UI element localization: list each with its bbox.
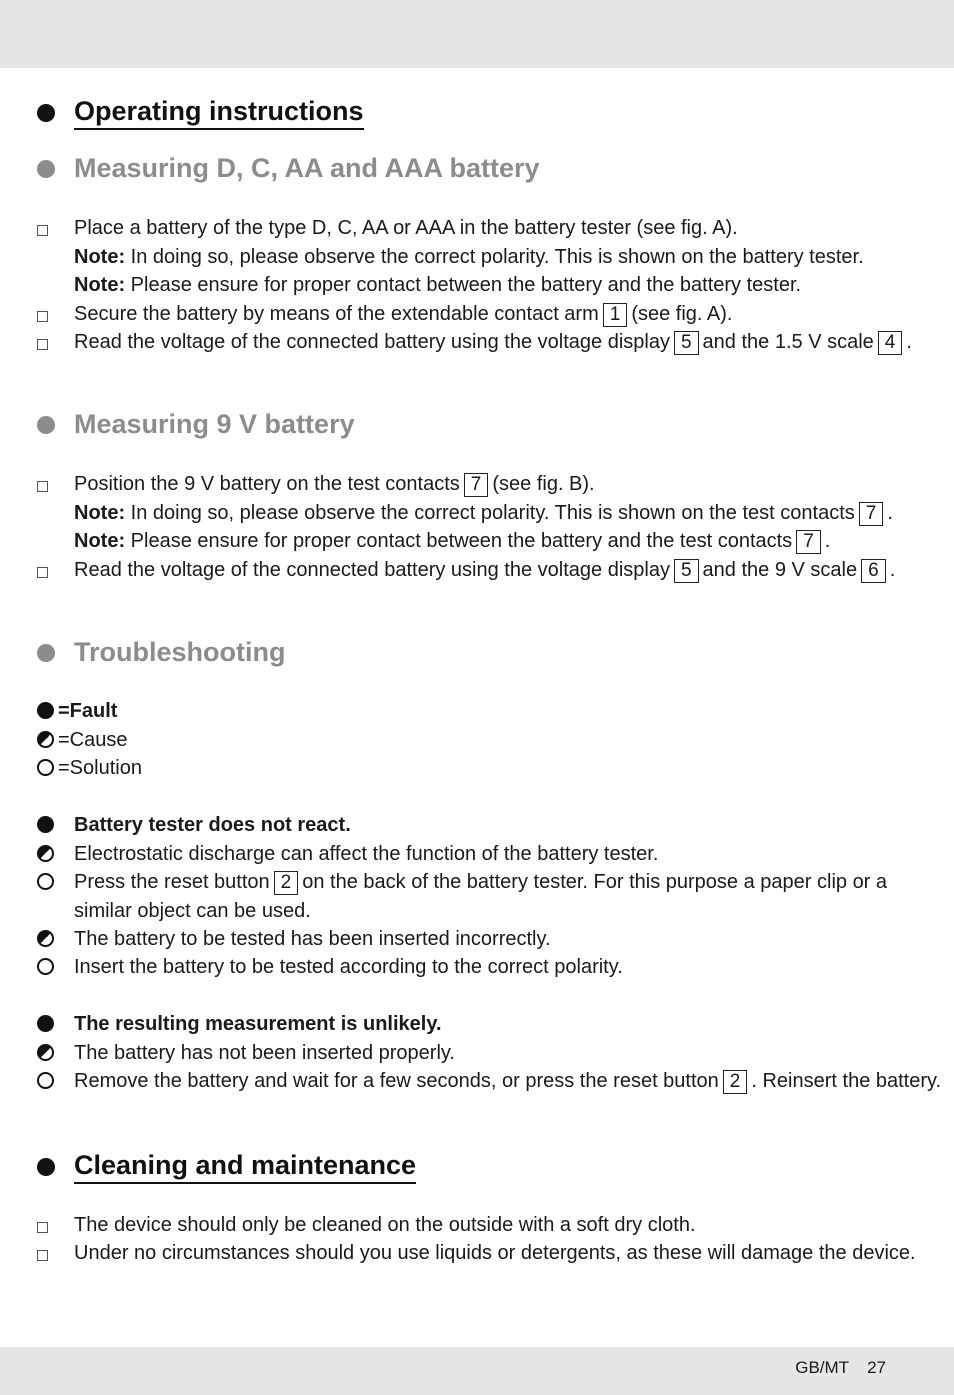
note-text: Please ensure for proper contact between the battery and the battery tester. bbox=[125, 274, 802, 296]
cause-text: The battery to be tested has been inserted incorrectly. bbox=[74, 928, 551, 950]
fault-text: Battery tester does not react. bbox=[74, 814, 351, 836]
cause-text: Electrostatic discharge can affect the function of the battery tester. bbox=[74, 843, 659, 865]
checkbox-bullet-icon bbox=[37, 311, 48, 322]
step-text: . bbox=[889, 559, 896, 581]
fault-icon bbox=[37, 702, 54, 719]
step-text: and the 9 V scale bbox=[702, 559, 858, 581]
bullet-dot-icon bbox=[37, 1158, 55, 1176]
part-number-box: 5 bbox=[674, 331, 699, 355]
part-number-box: 7 bbox=[859, 502, 884, 526]
note-text: In doing so, please observe the correct polarity. This is shown on the battery tester. bbox=[125, 246, 864, 268]
cleaning-text: The device should only be cleaned on the outside with a soft dry cloth. bbox=[74, 1214, 696, 1236]
note-line bbox=[74, 271, 801, 299]
page-number: 27 bbox=[867, 1358, 886, 1377]
part-number-box: 1 bbox=[603, 303, 628, 327]
heading-text: Measuring 9 V battery bbox=[74, 409, 355, 439]
part-number-box: 7 bbox=[464, 473, 489, 497]
heading-troubleshooting bbox=[37, 637, 285, 668]
footer-region: GB/MT bbox=[795, 1358, 850, 1377]
part-number-box: 4 bbox=[878, 331, 903, 355]
step-text: (see fig. B). bbox=[492, 473, 595, 495]
note-label: Note: bbox=[74, 502, 126, 524]
step-text: (see fig. A). bbox=[631, 303, 733, 325]
solution-icon bbox=[37, 1072, 54, 1089]
heading-measuring-dcaa bbox=[37, 153, 540, 184]
step-line bbox=[74, 300, 732, 328]
heading-text: Operating instructions bbox=[74, 96, 364, 130]
heading-cleaning-maintenance bbox=[37, 1150, 416, 1184]
step-text: . bbox=[906, 331, 912, 353]
part-number-box: 7 bbox=[796, 530, 821, 554]
heading-operating-instructions bbox=[37, 96, 364, 130]
solution-text: Press the reset button bbox=[74, 871, 270, 893]
legend-fault: =Fault bbox=[58, 700, 118, 722]
top-band bbox=[0, 0, 954, 68]
step-line bbox=[74, 328, 912, 356]
note-text: . bbox=[824, 530, 831, 552]
solution-text: similar object can be used. bbox=[74, 900, 311, 922]
note-label: Note: bbox=[74, 530, 126, 552]
fault-icon bbox=[37, 816, 54, 833]
fault-icon bbox=[37, 1015, 54, 1032]
part-number-box: 2 bbox=[723, 1070, 748, 1094]
cause-text: The battery has not been inserted properly. bbox=[74, 1042, 455, 1064]
solution-line bbox=[74, 868, 887, 896]
step-line bbox=[74, 556, 895, 584]
solution-icon bbox=[37, 759, 54, 776]
solution-text: Remove the battery and wait for a few seconds, or press the reset button bbox=[74, 1070, 719, 1092]
cause-icon bbox=[37, 845, 54, 862]
solution-icon bbox=[37, 958, 54, 975]
bullet-dot-icon bbox=[37, 416, 55, 434]
checkbox-bullet-icon bbox=[37, 1250, 48, 1261]
part-number-box: 5 bbox=[674, 559, 699, 583]
note-label: Note: bbox=[74, 274, 126, 296]
step-text: Secure the battery by means of the extendable contact arm bbox=[74, 303, 599, 325]
checkbox-bullet-icon bbox=[37, 481, 48, 492]
bullet-dot-icon bbox=[37, 104, 55, 122]
solution-text: on the back of the battery tester. For this purpose a paper clip or a bbox=[302, 871, 888, 893]
checkbox-bullet-icon bbox=[37, 339, 48, 350]
step-text: and the 1.5 V scale bbox=[702, 331, 874, 353]
note-text: In doing so, please observe the correct polarity. This is shown on the test contacts bbox=[125, 502, 855, 524]
note-line bbox=[74, 243, 864, 271]
legend-cause: =Cause bbox=[58, 729, 128, 751]
heading-text: Measuring D, C, AA and AAA battery bbox=[74, 153, 540, 183]
note-line bbox=[74, 527, 830, 555]
heading-measuring-9v bbox=[37, 409, 355, 440]
step-text: Read the voltage of the connected battery using the voltage display bbox=[74, 559, 670, 581]
note-text: Please ensure for proper contact between the battery and the test contacts bbox=[125, 530, 793, 552]
cause-icon bbox=[37, 731, 54, 748]
checkbox-bullet-icon bbox=[37, 567, 48, 578]
part-number-box: 6 bbox=[861, 559, 886, 583]
solution-text: . Reinsert the battery. bbox=[751, 1070, 942, 1092]
page-footer bbox=[777, 1358, 886, 1378]
part-number-box: 2 bbox=[274, 871, 299, 895]
step-text: Position the 9 V battery on the test contacts bbox=[74, 473, 460, 495]
note-label: Note: bbox=[74, 246, 126, 268]
checkbox-bullet-icon bbox=[37, 225, 48, 236]
note-line bbox=[74, 499, 893, 527]
bullet-dot-icon bbox=[37, 644, 55, 662]
heading-text: Troubleshooting bbox=[74, 637, 286, 667]
solution-line bbox=[74, 1067, 941, 1095]
fault-text: The resulting measurement is unlikely. bbox=[74, 1013, 442, 1035]
step-line bbox=[74, 470, 595, 498]
step-text: Read the voltage of the connected battery using the voltage display bbox=[74, 331, 670, 353]
cleaning-text: Under no circumstances should you use liquids or detergents, as these will damage the device. bbox=[74, 1242, 916, 1264]
step-text: Place a battery of the type D, C, AA or AAA in the battery tester (see fig. A). bbox=[74, 217, 738, 239]
cause-icon bbox=[37, 930, 54, 947]
note-text: . bbox=[887, 502, 893, 524]
legend-solution: =Solution bbox=[58, 757, 142, 779]
heading-text: Cleaning and maintenance bbox=[74, 1150, 416, 1184]
solution-icon bbox=[37, 873, 54, 890]
checkbox-bullet-icon bbox=[37, 1222, 48, 1233]
bullet-dot-icon bbox=[37, 160, 55, 178]
cause-icon bbox=[37, 1044, 54, 1061]
solution-text: Insert the battery to be tested according to the correct polarity. bbox=[74, 956, 623, 978]
